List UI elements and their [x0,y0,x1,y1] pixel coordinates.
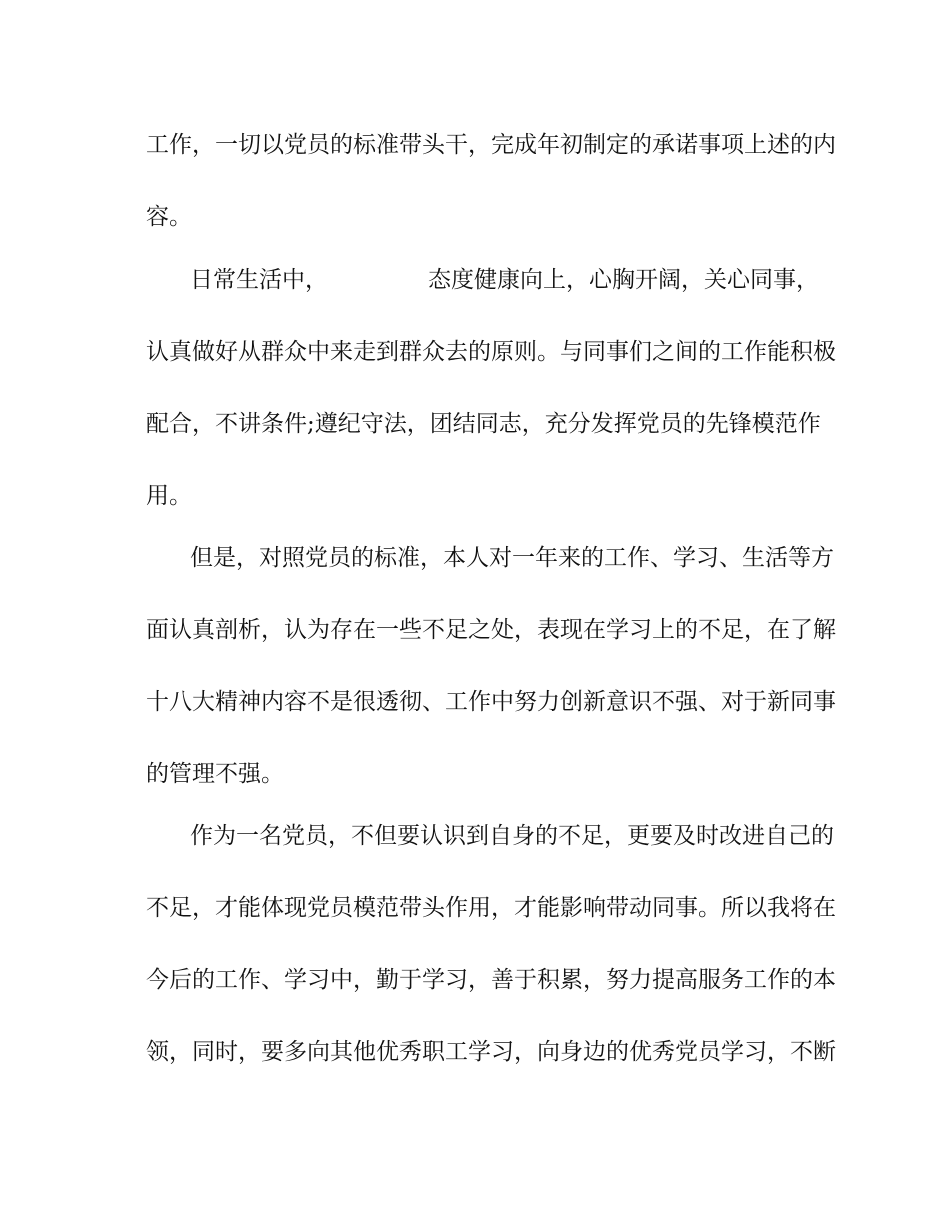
text-line: 配合，不讲条件;遵纪守法，团结同志，充分发挥党员的先锋模范作 [146,411,821,437]
text-line: 但是，对照党员的标准，本人对一年来的工作、学习、生活等方 [190,545,834,571]
text-line: 的管理不强。 [146,761,284,787]
text-segment: 态度健康向上，心胸开阔，关心同事， [428,267,819,293]
text-line: 容。 [146,204,192,230]
text-line: 不足，才能体现党员模范带头作用，才能影响带动同事。所以我将在 [146,895,836,921]
text-line: 领，同时，要多向其他优秀职工学习，向身边的优秀党员学习，不断 [146,1039,836,1065]
text-line: 用。 [146,483,192,509]
text-segment: 日常生活中， [190,267,328,293]
text-line: 作为一名党员，不但要认识到自身的不足，更要及时改进自己的 [190,823,834,849]
paragraph-line [190,260,819,300]
text-line: 今后的工作、学习中，勤于学习，善于积累，努力提高服务工作的本 [146,967,836,993]
text-line: 认真做好从群众中来走到群众去的原则。与同事们之间的工作能积极 [146,339,836,365]
text-line: 面认真剖析，认为存在一些不足之处，表现在学习上的不足，在了解 [146,617,836,643]
text-line: 工作，一切以党员的标准带头干，完成年初制定的承诺事项上述的内 [146,132,836,158]
text-line: 十八大精神内容不是很透彻、工作中努力创新意识不强、对于新同事 [146,689,836,715]
